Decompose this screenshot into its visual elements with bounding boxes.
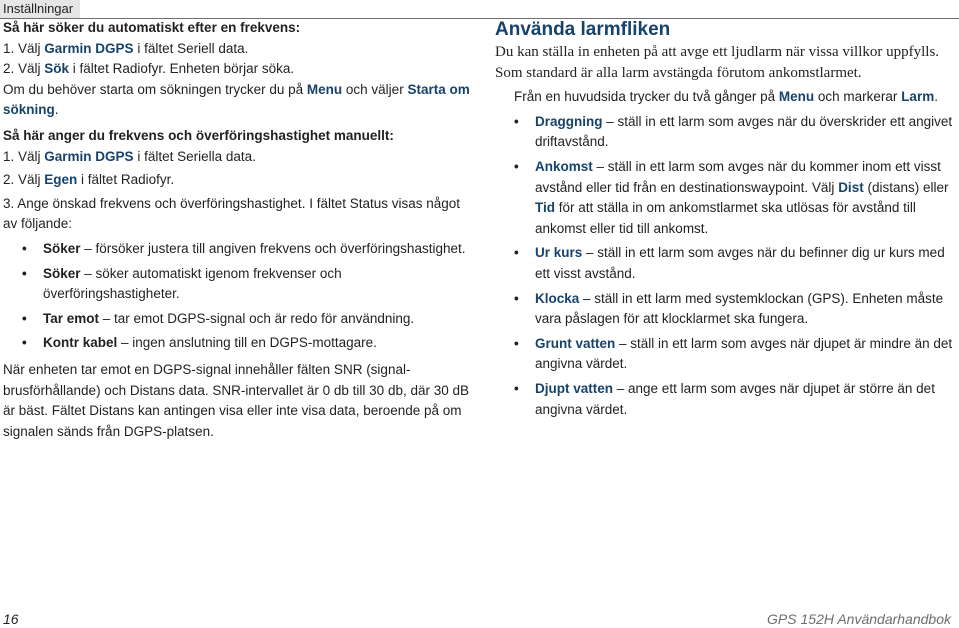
alarm-desc: – ställ in ett larm som avges när du kommer inom ett visst avstånd eller tid från en destinationswaypoint. Välj xyxy=(535,158,941,195)
keyword: Menu xyxy=(778,89,815,105)
list-item xyxy=(495,289,955,330)
intro-paragraph: Du kan ställa in enheten på att avge ett ljudlarm när vissa villkor uppfylls. Som standard är alla larm avstängda förutom ankomstlarmet. xyxy=(495,44,940,81)
keyword: Starta om sökning xyxy=(3,81,470,118)
keyword: Menu xyxy=(306,81,343,97)
keyword: Dist xyxy=(838,179,864,195)
list-item xyxy=(495,379,955,420)
step-text: 2. Välj xyxy=(3,61,45,77)
alarm-desc: (distans) eller xyxy=(863,179,949,195)
note-text: och väljer xyxy=(342,81,408,97)
instr-text: . xyxy=(934,89,938,105)
status-term: Söker xyxy=(43,240,81,256)
alarm-desc: – ställ in ett larm som avges när du överskrider ett angivet driftavstånd. xyxy=(535,113,953,150)
status-term: Söker xyxy=(43,265,81,281)
step-text: i fältet Seriella data. xyxy=(133,148,256,164)
restart-note xyxy=(3,80,473,121)
list-item xyxy=(495,334,955,375)
auto-step-1 xyxy=(3,39,473,60)
right-column xyxy=(495,18,955,420)
list-item xyxy=(3,309,473,330)
auto-step-2 xyxy=(3,59,473,80)
step-text: i fältet Seriell data. xyxy=(133,40,249,56)
bullet-icon: • xyxy=(514,290,519,306)
manual-step-1 xyxy=(3,147,473,168)
keyword: Sök xyxy=(44,61,70,77)
status-desc: – söker automatiskt igenom frekvenser och överföringshastigheter. xyxy=(43,265,342,302)
bullet-icon: • xyxy=(22,265,27,281)
list-item xyxy=(3,333,473,354)
note-text: . xyxy=(54,102,59,118)
status-term: Kontr kabel xyxy=(43,335,118,351)
list-item xyxy=(495,243,955,284)
auto-search-heading: Så här söker du automatiskt efter en frekvens: xyxy=(3,20,301,35)
step-text: i fältet Radiofyr. xyxy=(77,172,175,188)
alarm-desc: – ställ in ett larm som avges när djupet är mindre än det angivna värdet. xyxy=(535,335,953,372)
step-text: 1. Välj xyxy=(3,40,45,56)
keyword: Tid xyxy=(535,200,555,216)
status-list xyxy=(3,239,473,354)
closing-paragraph: När enheten tar emot en DGPS-signal innehåller fälten SNR (signal-brusförhållande) och Distans data. SNR-intervallet är 0 db till 30 db, där 30 dB är bäst. Fältet Distans kan antingen visa eller inte visa data, beroende på om signalen sänds från DGPS-platsen. xyxy=(3,361,470,439)
page-number: 16 xyxy=(3,611,19,627)
manual-heading: Så här anger du frekvens och överföringshastighet manuellt: xyxy=(3,127,394,143)
keyword: Garmin DGPS xyxy=(44,40,134,56)
list-item xyxy=(3,239,473,260)
alarm-term: Ur kurs xyxy=(535,245,583,261)
step-text: 1. Välj xyxy=(3,148,45,164)
alarm-instruction xyxy=(495,87,955,108)
list-item xyxy=(3,264,473,305)
note-text: Om du behöver starta om sökningen trycker du på xyxy=(3,81,307,97)
bullet-icon: • xyxy=(22,240,27,256)
alarm-desc: för att ställa in om ankomstlarmet ska utlösas för avstånd till ankomst eller tid till ankomst. xyxy=(535,200,916,236)
status-term: Tar emot xyxy=(43,310,100,326)
status-desc: – ingen anslutning till en DGPS-mottagare. xyxy=(117,335,377,351)
alarm-term: Djupt vatten xyxy=(535,380,614,396)
header-rule xyxy=(0,0,959,19)
alarm-list xyxy=(495,112,955,420)
alarm-desc: – ange ett larm som avges när djupet är större än det angivna värdet. xyxy=(535,380,935,417)
step-text: i fältet Radiofyr. Enheten börjar söka. xyxy=(69,61,295,77)
keyword: Egen xyxy=(44,172,78,188)
manual-title: GPS 152H Användarhandbok xyxy=(767,611,951,627)
alarm-desc: – ställ in ett larm med systemklockan (GPS). Enheten måste vara påslagen för att klocklarmet ska fungera. xyxy=(535,290,944,327)
alarm-term: Klocka xyxy=(535,290,580,306)
left-column xyxy=(3,18,473,442)
alarm-term: Ankomst xyxy=(535,158,593,174)
list-item xyxy=(495,157,955,239)
manual-step-3: 3. Ange önskad frekvens och överföringshastighet. I fältet Status visas något av följande: xyxy=(3,195,461,232)
keyword: Larm xyxy=(901,89,935,105)
bullet-icon: • xyxy=(514,158,519,174)
keyword: Garmin DGPS xyxy=(44,148,134,164)
instr-text: Från en huvudsida trycker du två gånger på xyxy=(514,89,779,105)
step-text: 2. Välj xyxy=(3,172,45,188)
alarm-term: Grunt vatten xyxy=(535,335,616,351)
instr-text: och markerar xyxy=(814,89,902,105)
list-item xyxy=(495,112,955,153)
bullet-icon: • xyxy=(514,113,519,129)
manual-step-2 xyxy=(3,170,473,191)
bullet-icon: • xyxy=(22,310,27,326)
alarm-desc: – ställ in ett larm som avges när du befinner dig ur kurs med ett visst avstånd. xyxy=(535,245,945,281)
bullet-icon: • xyxy=(514,245,519,261)
alarm-term: Draggning xyxy=(535,113,603,129)
status-desc: – försöker justera till angiven frekvens och överföringshastighet. xyxy=(80,240,466,256)
bullet-icon: • xyxy=(22,335,27,351)
section-tab: Inställningar xyxy=(0,0,80,18)
bullet-icon: • xyxy=(514,335,519,351)
bullet-icon: • xyxy=(514,380,519,396)
section-title: Använda larmfliken xyxy=(495,19,671,40)
status-desc: – tar emot DGPS-signal och är redo för användning. xyxy=(99,310,415,326)
